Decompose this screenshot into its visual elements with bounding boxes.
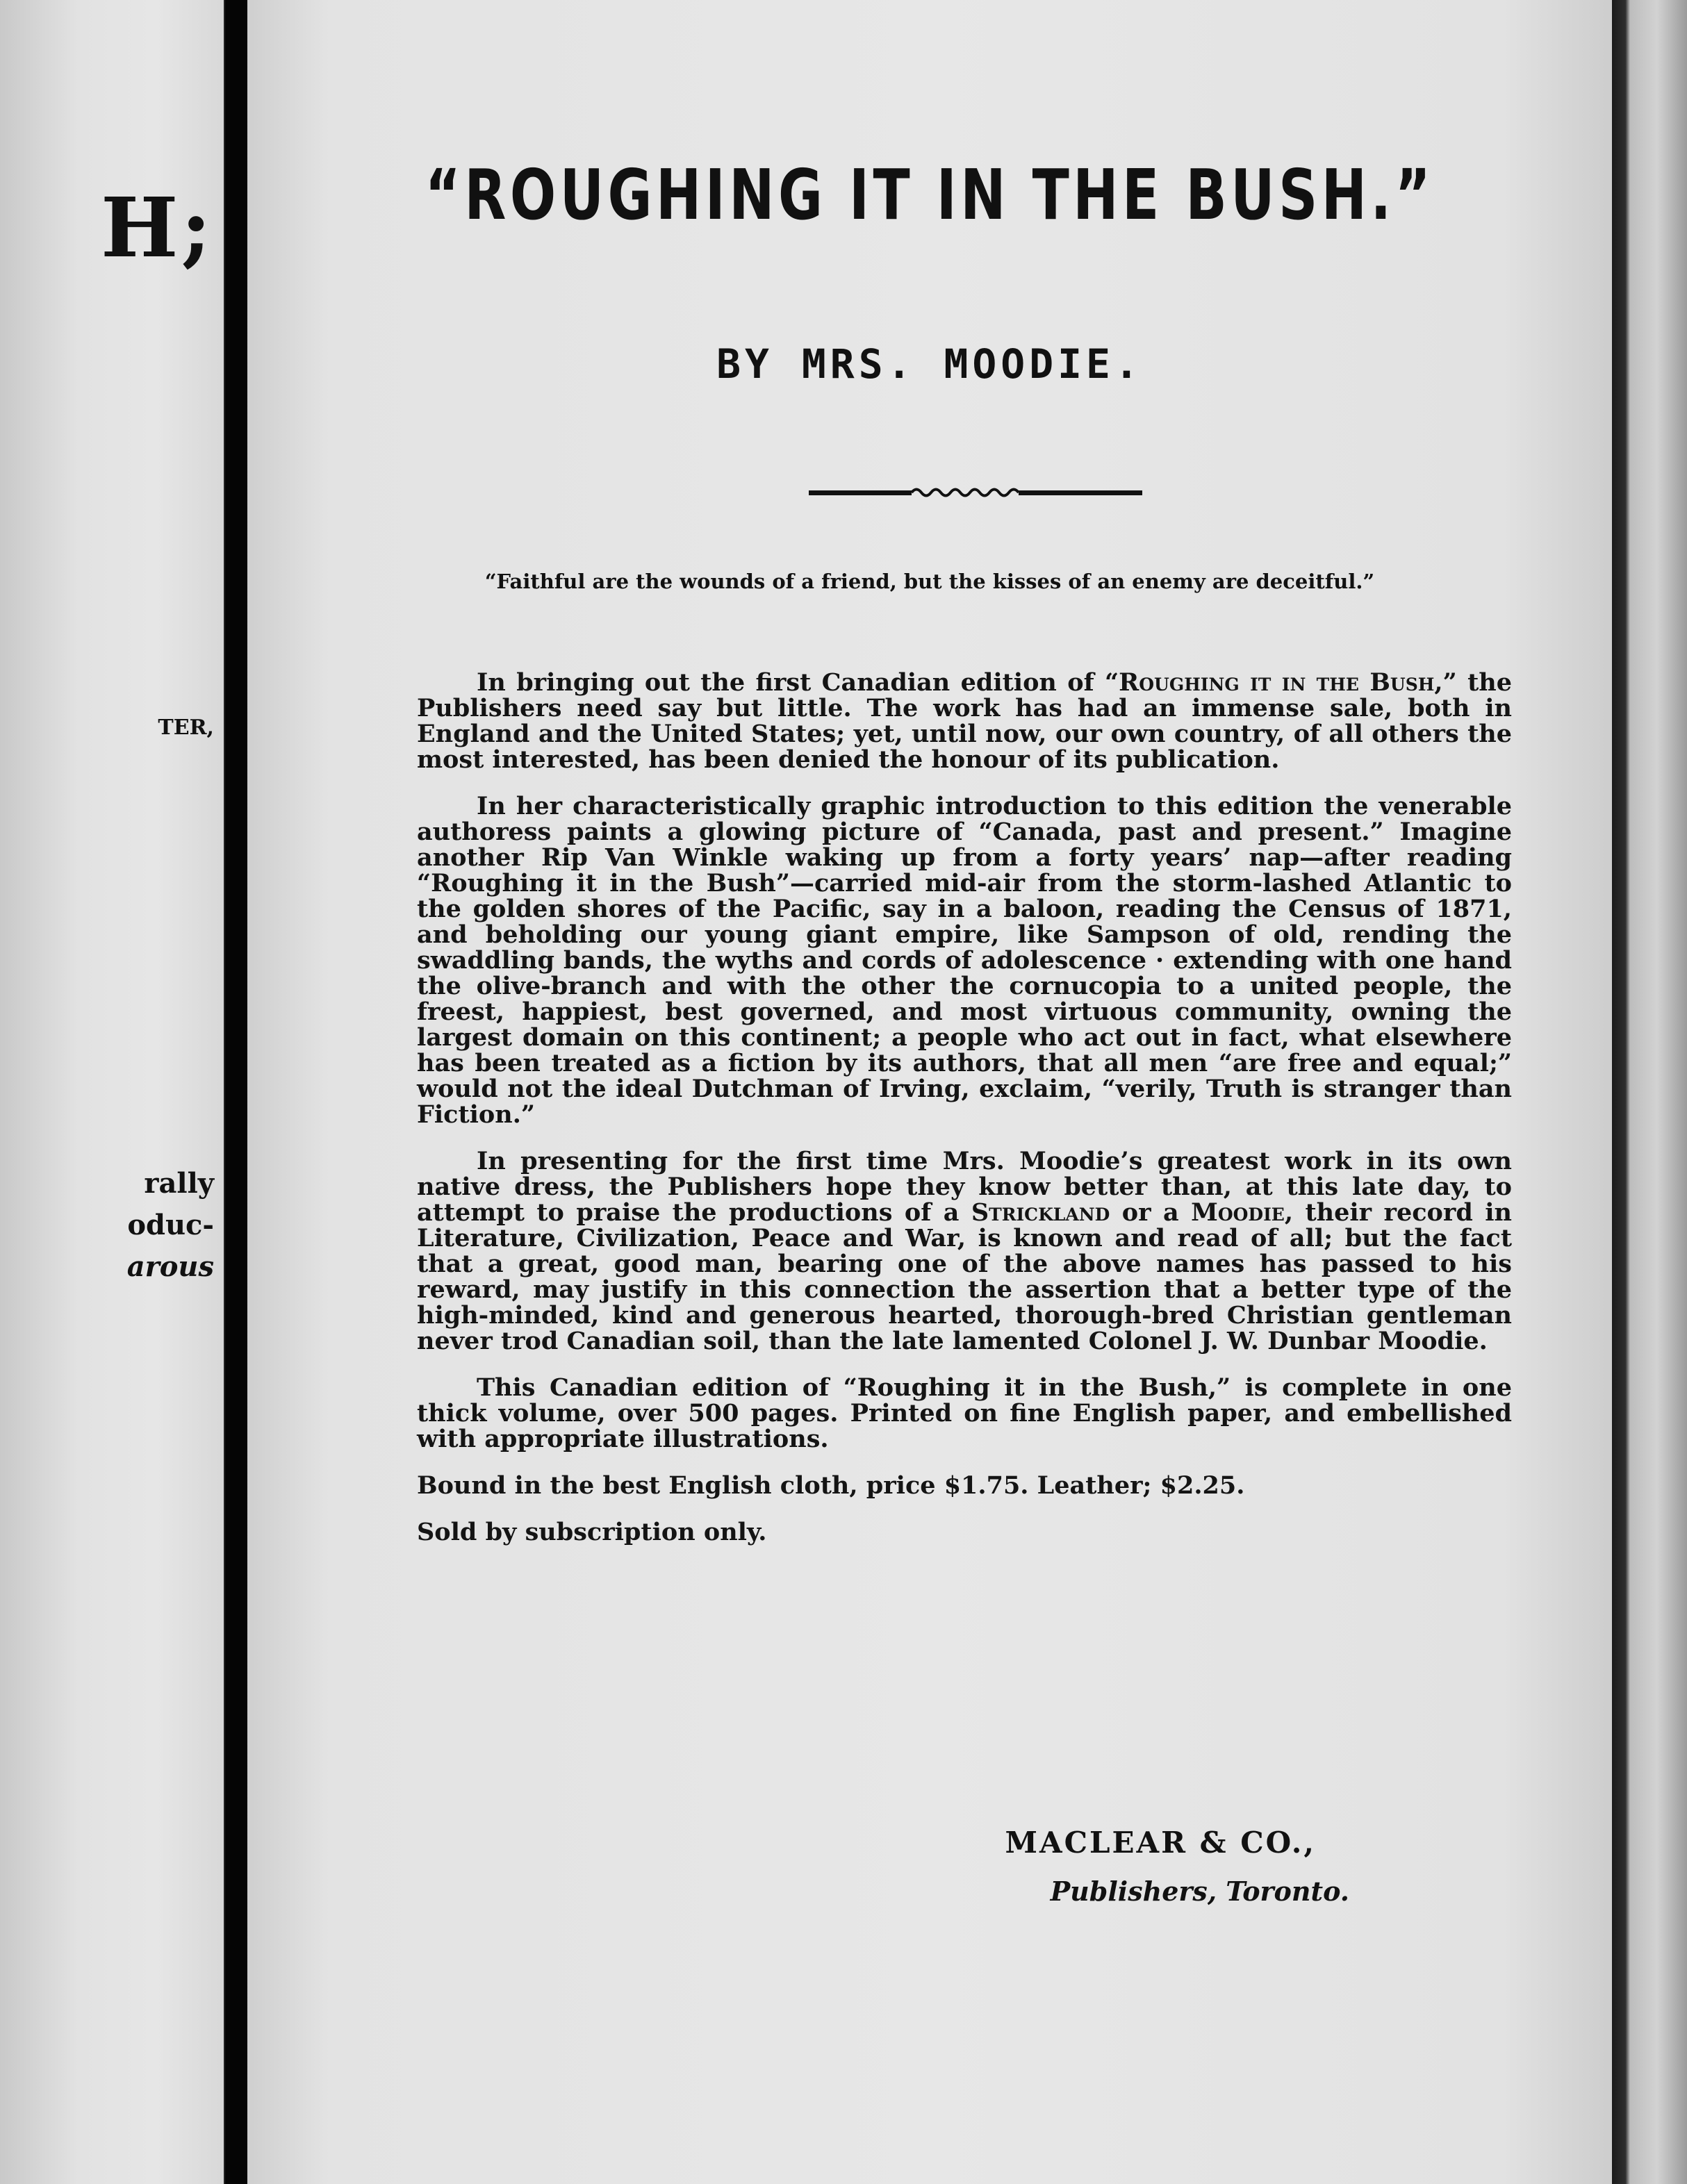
body-text [417, 670, 1512, 1566]
paragraph-introduction-summary: In her characteristically graphic introduction to this edition the venerable authoress paints a glowing picture of “Canada, past and present.” Imagine another Rip Van Winkle waking up from a forty years’ nap—after reading “Roughing it in the Bush”—carried mid-air from the storm-lashed Atlantic to the golden shores of the Pacific, say in a baloon, reading the Census of 1871, and beholding our young giant empire, like Sampson of old, rending the swaddling bands, the wyths and cords of adolescence · extending with one hand the olive-branch and with the other the cornucopia to a united people, the freest, happiest, best governed, and most virtuous community, owning the largest domain on this continent; a people who act out in fact, what elsewhere has been treated as a fiction by its authors, that all men “are free and equal;” would not the ideal Dutchman of Irving, exclaim, “verily, Truth is stranger than Fiction.” [417, 792, 1512, 1129]
left-page-text-fragment: arous [126, 1250, 214, 1283]
author-line: BY MRS. MOODIE. [716, 340, 1143, 388]
book-spine-gutter [225, 0, 247, 2184]
publisher-name: MACLEAR & CO., [1005, 1826, 1316, 1860]
left-page-text-fragment: TER, [158, 715, 214, 740]
paragraph-intro: In bringing out the first Canadian edition of “Roughing it in the Bush,” the Publishers need say but little. The work has had an immense sale, both in England and the United States; yet, until now, our own country, of all others the most interested, has been denied the honour of its publication. [417, 668, 1512, 774]
paragraph-edition-details: This Canadian edition of “Roughing it in the Bush,” is complete in one thick volume, over 500 pages. Printed on fine English paper, and embellished with appropriate illustrations. [417, 1373, 1512, 1453]
name-moodie: Moodie [1191, 1198, 1285, 1227]
left-page-text-fragment: rally [144, 1167, 214, 1200]
subscription-note: Sold by subscription only. [417, 1518, 767, 1546]
epigraph-quote: “Faithful are the wounds of a friend, but the kisses of an enemy are deceitful.” [484, 570, 1375, 593]
decorative-rule [809, 481, 1142, 504]
name-strickland: Strickland [971, 1198, 1110, 1227]
left-page-text-fragment: oduc- [127, 1209, 214, 1241]
advertisement-page [247, 0, 1612, 2184]
paragraph-presentation: In presenting for the first time Mrs. Moodie’s greatest work in its own native dress, the Publishers hope they know better than, at this late day, to attempt to praise the productions of a Strickland or a Moodie, their record in Literature, Civilization, Peace and War, is known and read of all; but the fact that a great, good man, bearing one of the above names has passed to his reward, may justify in this connection the assertion that a better type of the high-minded, kind and generous hearted, thorough-bred Christian gentleman never trod Canadian soil, than the late lamented Colonel J. W. Dunbar Moodie. [417, 1147, 1512, 1355]
book-title-small-caps: Roughing it in the Bush [1119, 668, 1435, 697]
page-right-edge [1612, 0, 1687, 2184]
left-page-heading-fragment: H; [100, 179, 214, 276]
left-facing-page [0, 0, 225, 2184]
page-title: “ROUGHING IT IN THE BUSH.” [425, 154, 1435, 235]
publisher-location: Publishers, Toronto. [1050, 1876, 1349, 1907]
price-line: Bound in the best English cloth, price $1.75. Leather; $2.25. [417, 1471, 1245, 1500]
